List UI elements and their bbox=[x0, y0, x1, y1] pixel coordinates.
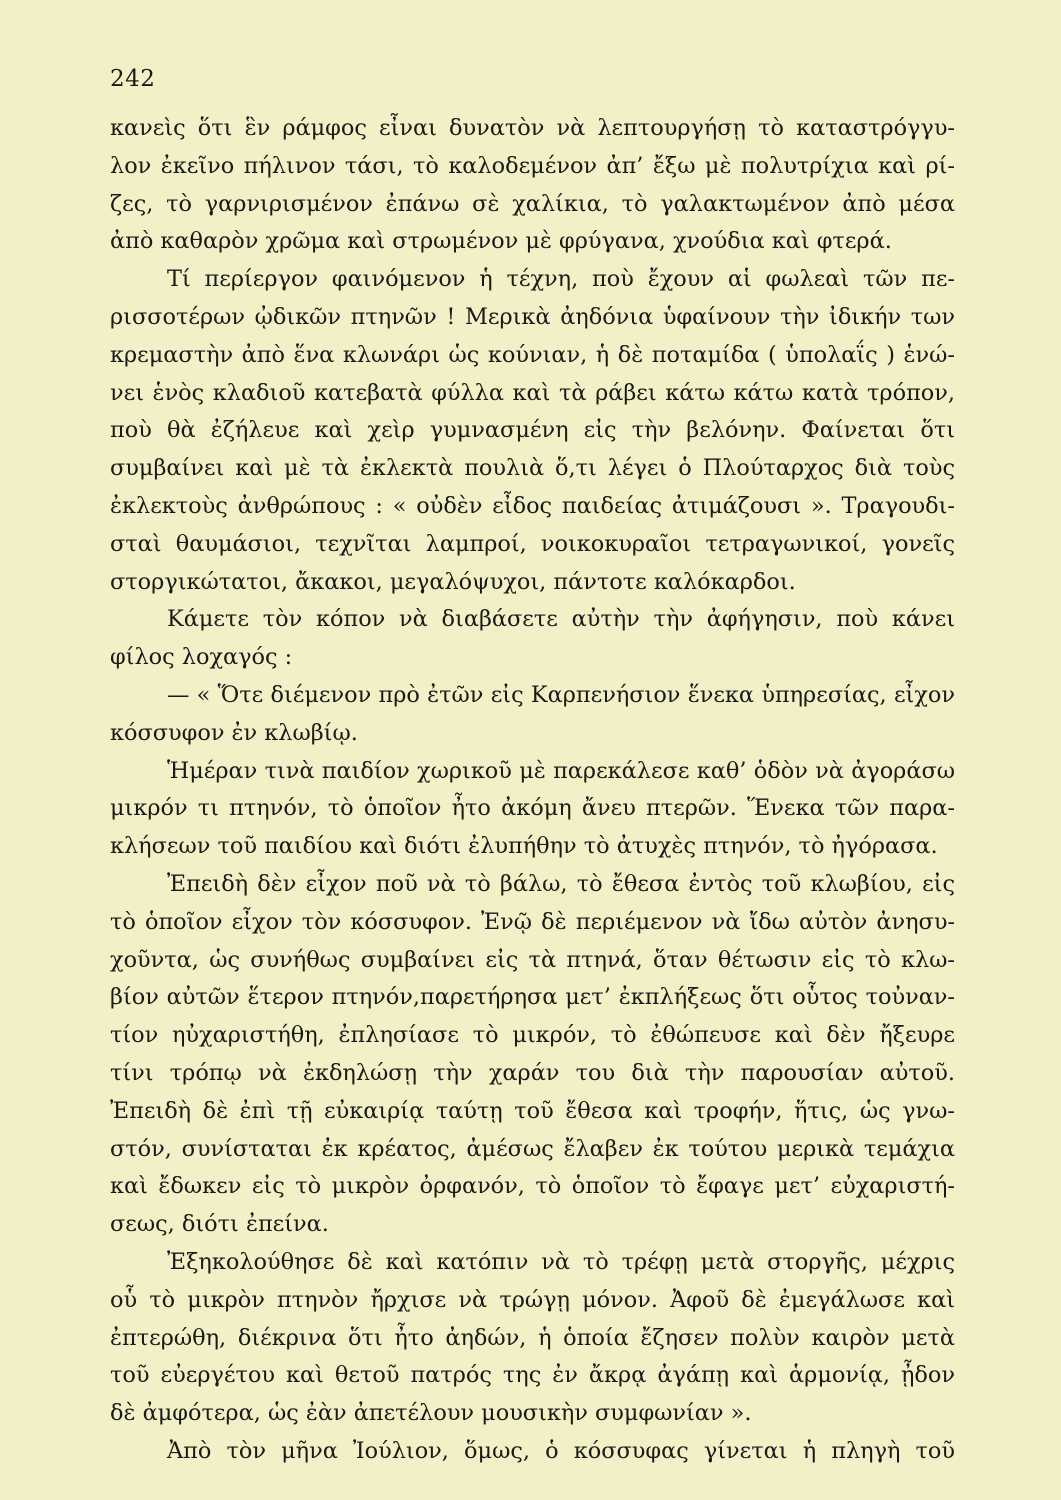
text-line: τίνι τρόπῳ νὰ ἐκδηλώσῃ τὴν χαράν του διὰ τὴν παρουσίαν αὐτοῦ. bbox=[110, 1059, 955, 1086]
text-line: δὲ ἀμφότερα, ὡς ἐὰν ἀπετέλουν μουσικὴν συμφωνίαν ». bbox=[110, 1400, 752, 1427]
text-line: ἐπτερώθη, διέκρινα ὅτι ἦτο ἀηδών, ἡ ὁποία ἔζησεν πολὺν καιρὸν μετὰ bbox=[110, 1324, 955, 1351]
page-number: 242 bbox=[110, 66, 156, 92]
text-line: στοργικώτατοι, ἄκακοι, μεγαλόψυχοι, πάντοτε καλόκαρδοι. bbox=[110, 568, 796, 595]
text-line: Ἀπὸ τὸν μῆνα Ἰούλιον, ὅμως, ὁ κόσσυφας γίνεται ἡ πληγὴ τοῦ bbox=[167, 1437, 955, 1464]
text-line: βίον αὐτῶν ἕτερον πτηνόν,παρετήρησα μετ’ ἐκπλήξεως ὅτι οὗτος τοὐναν- bbox=[110, 984, 955, 1011]
text-line: Τί περίεργον φαινόμενον ἡ τέχνη, ποὺ ἔχουν αἱ φωλεαὶ τῶν πε- bbox=[167, 266, 955, 293]
text-line: φίλος λοχαγός : bbox=[110, 644, 293, 671]
text-line: ρισσοτέρων ᾠδικῶν πτηνῶν ! Μερικὰ ἀηδόνια ὑφαίνουν τὴν ἰδικήν των bbox=[110, 303, 955, 330]
text-line: ζες, τὸ γαρνιρισμένον ἐπάνω σὲ χαλίκια, τὸ γαλακτωμένον ἀπὸ μέσα bbox=[110, 190, 955, 217]
text-line: — « Ὅτε διέμενον πρὸ ἐτῶν εἰς Καρπενήσιον ἕνεκα ὑπηρεσίας, εἶχον bbox=[167, 681, 955, 708]
text-line: Κάμετε τὸν κόπον νὰ διαβάσετε αὐτὴν τὴν ἀφήγησιν, ποὺ κάνει bbox=[167, 606, 955, 633]
text-line: Ἡμέραν τινὰ παιδίον χωρικοῦ μὲ παρεκάλεσε καθ’ ὁδὸν νὰ ἀγοράσω bbox=[167, 757, 955, 784]
text-line: οὗ τὸ μικρὸν πτηνὸν ἤρχισε νὰ τρώγῃ μόνον. Ἀφοῦ δὲ ἐμεγάλωσε καὶ bbox=[110, 1286, 955, 1313]
text-line: Ἐξηκολούθησε δὲ καὶ κατόπιν νὰ τὸ τρέφῃ μετὰ στοργῆς, μέχρις bbox=[167, 1248, 955, 1275]
text-line: τοῦ εὐεργέτου καὶ θετοῦ πατρός της ἐν ἄκρᾳ ἀγάπῃ καὶ ἁρμονίᾳ, ᾖδον bbox=[110, 1362, 955, 1389]
text-line: κρεμαστὴν ἀπὸ ἕνα κλωνάρι ὡς κούνιαν, ἡ δὲ ποταμίδα ( ὑπολαΐς ) ἑνώ- bbox=[110, 341, 955, 368]
text-line: συμβαίνει καὶ μὲ τὰ ἐκλεκτὰ πουλιὰ ὅ,τι λέγει ὁ Πλούταρχος διὰ τοὺς bbox=[110, 455, 955, 482]
text-line: σεως, διότι ἐπείνα. bbox=[110, 1211, 329, 1238]
text-line: Ἐπειδὴ δὲν εἶχον ποῦ νὰ τὸ βάλω, τὸ ἔθεσα ἐντὸς τοῦ κλωβίου, εἰς bbox=[167, 870, 955, 897]
body-text bbox=[110, 110, 955, 1471]
text-line: τὸ ὁποῖον εἶχον τὸν κόσσυφον. Ἐνῷ δὲ περιέμενον νὰ ἴδω αὐτὸν ἀνησυ- bbox=[110, 908, 955, 935]
text-line: νει ἑνὸς κλαδιοῦ κατεβατὰ φύλλα καὶ τὰ ράβει κάτω κάτω κατὰ τρόπον, bbox=[110, 379, 955, 406]
text-line: ἐκλεκτοὺς ἀνθρώπους : « οὐδὲν εἶδος παιδείας ἀτιμάζουσι ». Τραγουδι- bbox=[110, 492, 955, 519]
text-line: ἀπὸ καθαρὸν χρῶμα καὶ στρωμένον μὲ φρύγανα, χνούδια καὶ φτερά. bbox=[110, 228, 892, 255]
text-line: Ἐπειδὴ δὲ ἐπὶ τῇ εὐκαιρίᾳ ταύτῃ τοῦ ἔθεσα καὶ τροφήν, ἥτις, ὡς γνω- bbox=[110, 1097, 955, 1124]
text-line: λον ἐκεῖνο πήλινον τάσι, τὸ καλοδεμένον ἀπ’ ἔξω μὲ πολυτρίχια καὶ ρί- bbox=[110, 152, 955, 179]
text-line: στόν, συνίσταται ἐκ κρέατος, ἀμέσως ἔλαβεν ἐκ τούτου μερικὰ τεμάχια bbox=[110, 1135, 955, 1162]
text-line: μικρόν τι πτηνόν, τὸ ὁποῖον ἦτο ἀκόμη ἄνευ πτερῶν. Ἕνεκα τῶν παρα- bbox=[110, 795, 955, 822]
text-line: κανεὶς ὅτι ἓν ράμφος εἶναι δυνατὸν νὰ λεπτουργήσῃ τὸ καταστρόγγυ- bbox=[110, 115, 955, 141]
text-line: καὶ ἔδωκεν εἰς τὸ μικρὸν ὀρφανόν, τὸ ὁποῖον τὸ ἔφαγε μετ’ εὐχαριστή- bbox=[110, 1173, 955, 1200]
text-line: ποὺ θὰ ἐζήλευε καὶ χεὶρ γυμνασμένη εἰς τὴν βελόνην. Φαίνεται ὅτι bbox=[110, 417, 955, 444]
text-line: σταὶ θαυμάσιοι, τεχνῖται λαμπροί, νοικοκυραῖοι τετραγωνικοί, γονεῖς bbox=[110, 530, 955, 557]
text-line: χοῦντα, ὡς συνήθως συμβαίνει εἰς τὰ πτηνά, ὅταν θέτωσιν εἰς τὸ κλω- bbox=[110, 946, 955, 973]
text-line: κόσσυφον ἐν κλωβίῳ. bbox=[110, 719, 358, 746]
text-line: τίον ηὐχαριστήθη, ἐπλησίασε τὸ μικρόν, τὸ ἐθώπευσε καὶ δὲν ἤξευρε bbox=[110, 1022, 955, 1049]
text-line: κλήσεων τοῦ παιδίου καὶ διότι ἐλυπήθην τὸ ἀτυχὲς πτηνόν, τὸ ἠγόρασα. bbox=[110, 833, 938, 860]
